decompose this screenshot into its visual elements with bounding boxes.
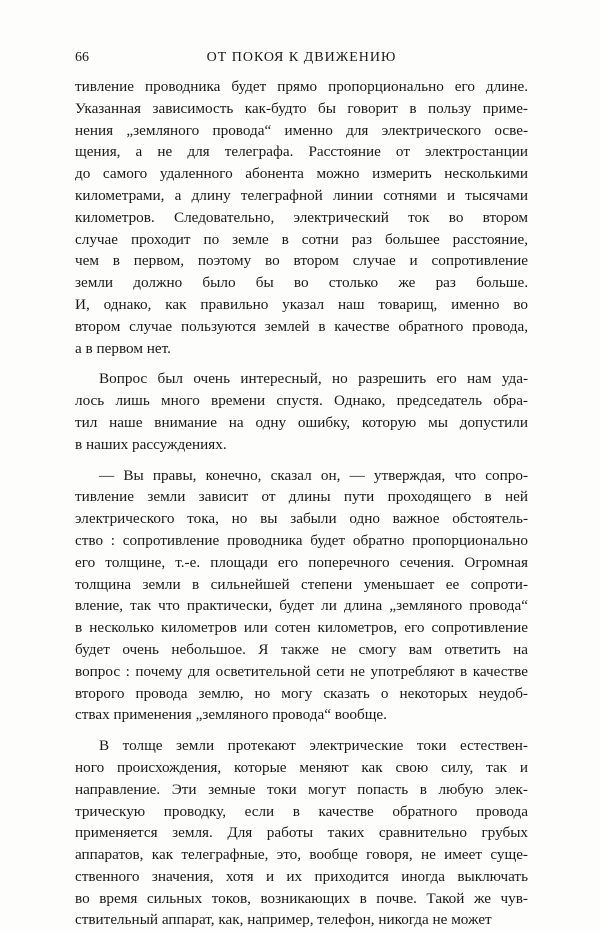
- text-line: В толще земли протекают электрические токи естествен-: [99, 737, 528, 755]
- text-line: — Вы правы, конечно, сказал он, — утверждая, что сопро-: [99, 466, 528, 484]
- page-number: 66: [75, 50, 89, 65]
- text-line: толщина земли в сильнейшей степени уменьшает ее сопроти-: [75, 575, 528, 593]
- text-line: километрами, а длину телеграфной линии сотнями и тысячами: [75, 186, 528, 204]
- paragraph: [75, 76, 528, 359]
- text-line: в несколько километров или сотен километров, его сопротивление: [75, 619, 528, 637]
- text-line: чем в первом, поэтому во втором случае и сопротивление: [75, 252, 528, 270]
- text-line: во время сильных токов, возникающих в почве. Такой же чув-: [75, 889, 528, 907]
- paragraph-gap: [75, 726, 528, 735]
- text-line: километров. Следовательно, электрический ток во втором: [75, 208, 528, 226]
- text-line: И, однако, как правильно указал наш товарищ, именно во: [75, 295, 528, 313]
- text-line: земли должно было бы во столько же раз больше.: [75, 274, 528, 292]
- text-line: втором случае пользуются землей в качестве обратного провода,: [75, 317, 528, 335]
- body-text: [75, 76, 528, 931]
- text-line: ственного значения, хотя и их приходится иногда выключать: [75, 867, 528, 885]
- page-header: [75, 50, 528, 70]
- paragraph: [75, 735, 528, 931]
- paragraph-gap: [75, 359, 528, 368]
- text-line: направление. Эти земные токи могут попасть в любую элек-: [75, 780, 528, 798]
- text-line: нения „земляного провода“ именно для электрического осве-: [75, 121, 528, 139]
- text-line: щения, а не для телеграфа. Расстояние от электростанции: [75, 143, 528, 161]
- text-line: ного происхождения, которые меняют как свою силу, так и: [75, 758, 528, 776]
- text-line: его толщине, т.-е. площади его поперечного сечения. Огромная: [75, 553, 528, 571]
- text-line: электрического тока, но вы забыли одно важное обстоятель-: [75, 510, 528, 528]
- text-line: аппаратов, как телеграфные, это, вообще говоря, не имеет суще-: [75, 846, 528, 864]
- text-line: вление, так что практически, будет ли длина „земляного провода“: [75, 597, 528, 615]
- text-line: ство : сопротивление проводника будет обратно пропорционально: [75, 531, 528, 549]
- text-line: в наших рассуждениях.: [75, 435, 227, 453]
- text-line: до самого удаленного абонента можно измерить несколькими: [75, 165, 528, 183]
- text-line: ствах применения „земляного провода“ вообще.: [75, 706, 387, 724]
- text-line: ствительный аппарат, как, например, телефон, никогда не может: [75, 911, 492, 929]
- paragraph: [75, 368, 528, 455]
- text-line: тивление земли зависит от длины пути проходящего в ней: [75, 488, 528, 506]
- text-line: трическую проводку, если в качестве обратного провода: [75, 802, 528, 820]
- paragraph-gap: [75, 456, 528, 465]
- text-line: вопрос : почему для осветительной сети не употребляют в качестве: [75, 662, 528, 680]
- text-line: применяется земля. Для работы таких сравнительно грубых: [75, 824, 528, 842]
- text-line: лось лишь много времени спустя. Однако, председатель обра-: [75, 392, 528, 410]
- running-head: ОТ ПОКОЯ К ДВИЖЕНИЮ: [206, 50, 397, 65]
- text-line: а в первом нет.: [75, 339, 171, 357]
- text-line: Указанная зависимость как-будто бы говорит в пользу приме-: [75, 99, 528, 117]
- text-line: Вопрос был очень интересный, но разрешить его нам уда-: [99, 370, 528, 388]
- text-line: второго провода землю, но могу сказать о некоторых неудоб-: [75, 684, 528, 702]
- text-line: будет очень небольшое. Я также не смогу вам ответить на: [75, 640, 528, 658]
- text-line: тил наше внимание на одну ошибку, которую мы допустили: [75, 413, 528, 431]
- text-line: тивление проводника будет прямо пропорционально его длине.: [75, 78, 528, 95]
- text-line: случае проходит по земле в сотни раз большее расстояние,: [75, 230, 528, 248]
- paragraph: [75, 465, 528, 727]
